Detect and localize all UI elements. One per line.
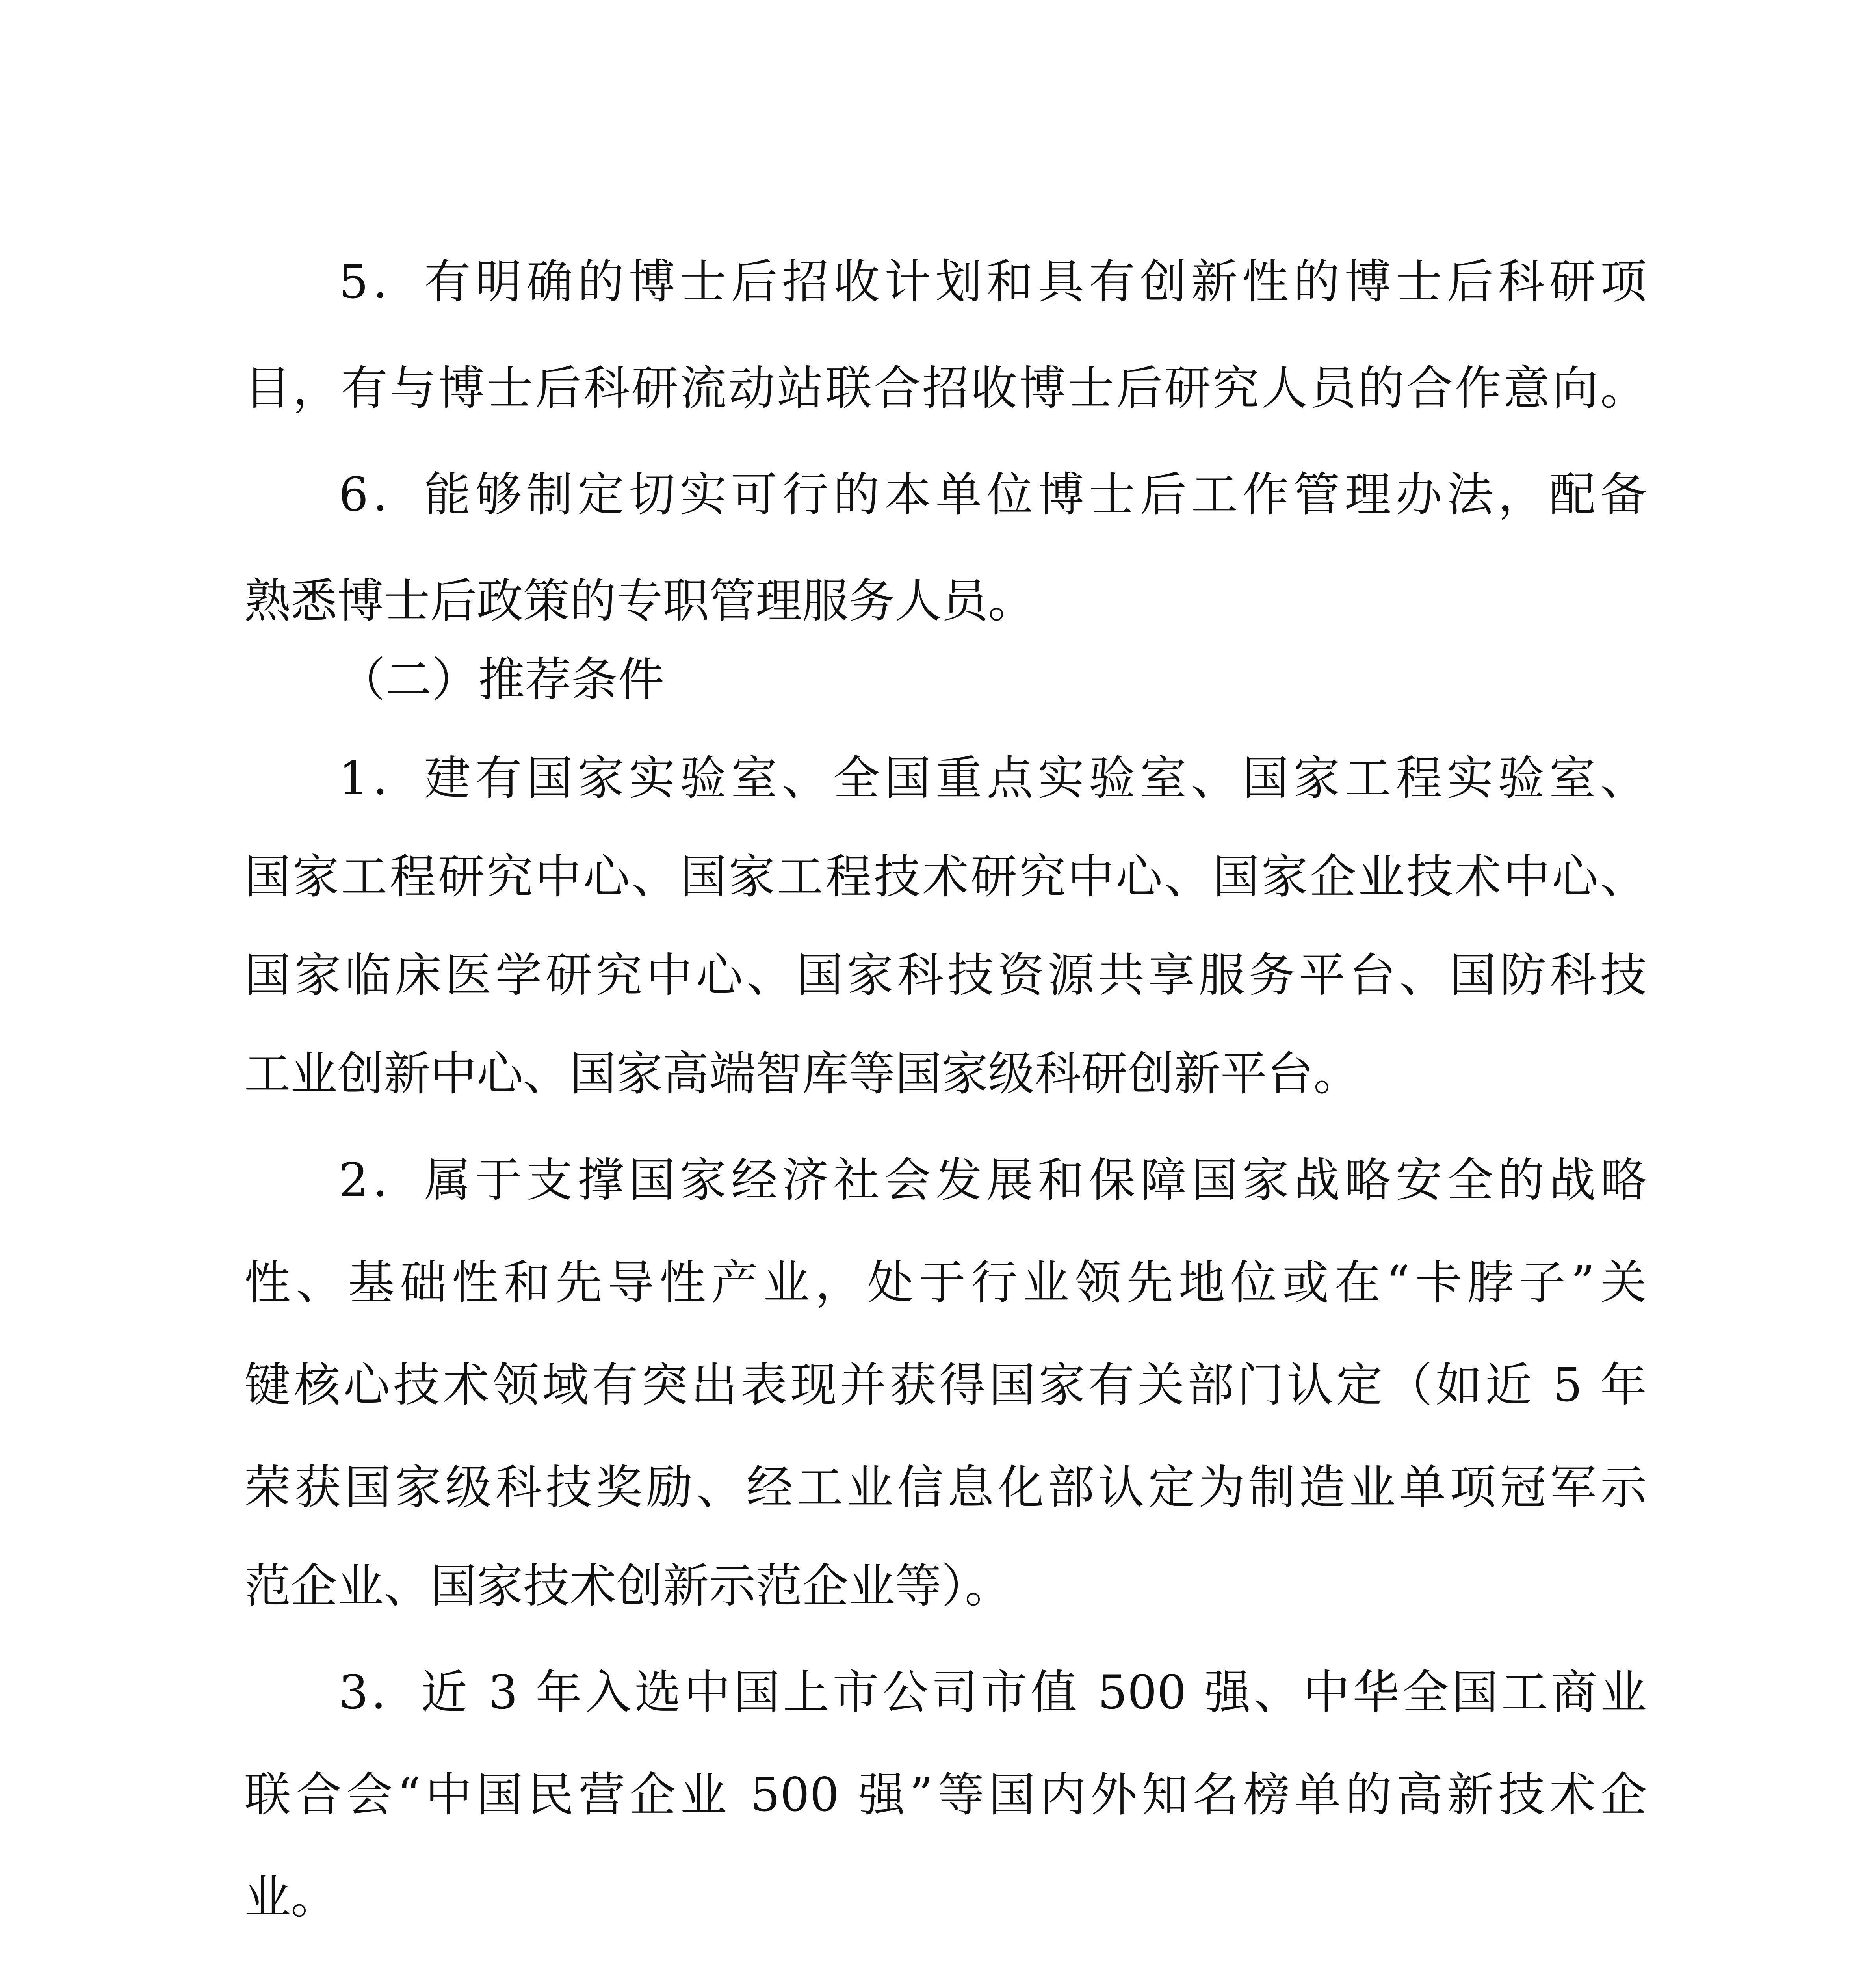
text-line-4: 熟悉博士后政策的专职管理服务人员。	[244, 574, 1035, 628]
text-line-17: 业。	[244, 1870, 338, 1924]
text-line-10: 2．属于支撑国家经济社会发展和保障国家战略安全的战略	[339, 1153, 1647, 1207]
section-heading-recommend-conditions: （二）推荐条件	[339, 652, 665, 707]
text-line-13: 荣获国家级科技奖励、经工业信息化部认定为制造业单项冠军示	[244, 1460, 1647, 1515]
text-line-16: 联合会“中国民营企业 500 强”等国内外知名榜单的高新技术企	[244, 1767, 1647, 1822]
text-line-3: 6．能够制定切实可行的本单位博士后工作管理办法，配备	[339, 467, 1647, 522]
text-line-15: 3．近 3 年入选中国上市公司市值 500 强、中华全国工商业	[339, 1665, 1647, 1719]
text-line-1: 5．有明确的博士后招收计划和具有创新性的博士后科研项	[339, 255, 1647, 309]
text-line-6: 1．建有国家实验室、全国重点实验室、国家工程实验室、	[339, 751, 1647, 805]
text-line-14: 范企业、国家技术创新示范企业等）。	[244, 1559, 1012, 1613]
text-line-11: 性、基础性和先导性产业，处于行业领先地位或在“卡脖子”关	[244, 1255, 1647, 1310]
text-line-8: 国家临床医学研究中心、国家科技资源共享服务平台、国防科技	[244, 948, 1647, 1002]
text-line-12: 键核心技术领域有突出表现并获得国家有关部门认定（如近 5 年	[244, 1358, 1647, 1412]
text-line-9: 工业创新中心、国家高端智库等国家级科研创新平台。	[244, 1046, 1360, 1101]
text-line-7: 国家工程研究中心、国家工程技术研究中心、国家企业技术中心、	[244, 849, 1647, 904]
text-line-2: 目，有与博士后科研流动站联合招收博士后研究人员的合作意向。	[244, 361, 1647, 415]
